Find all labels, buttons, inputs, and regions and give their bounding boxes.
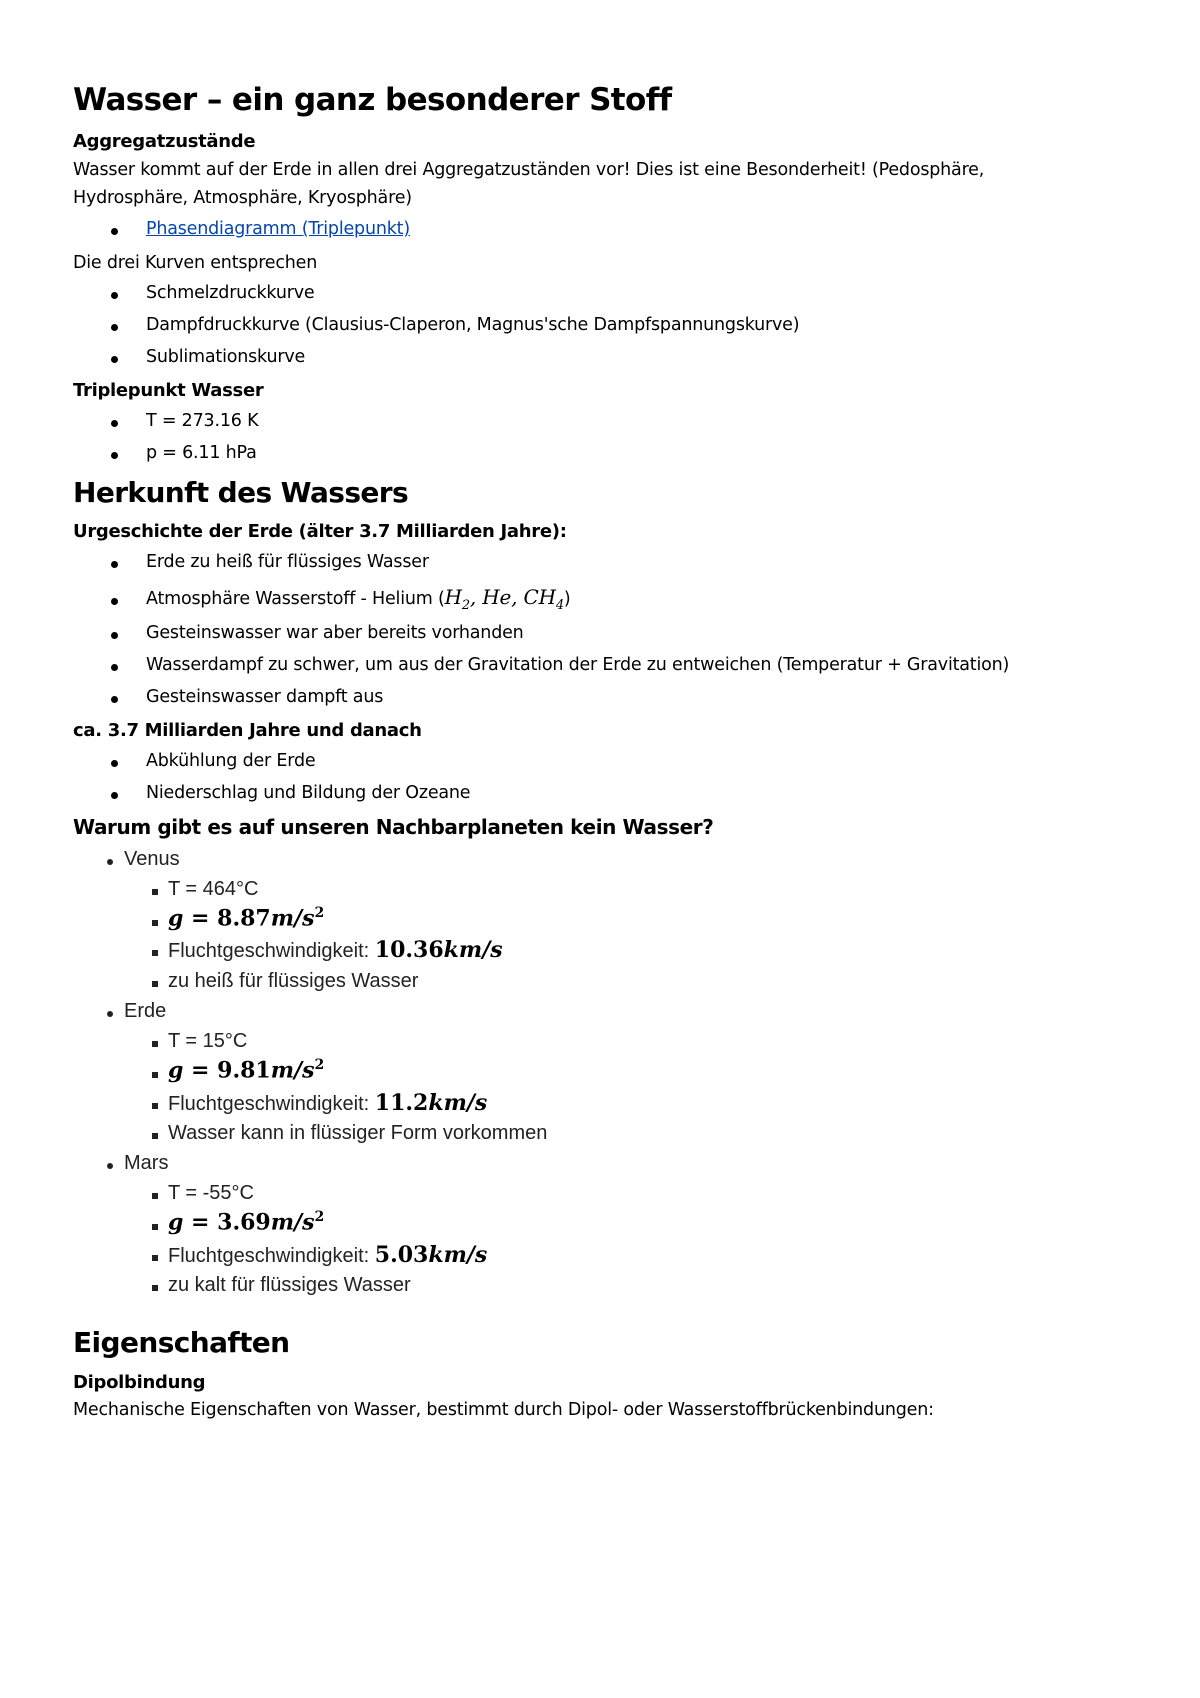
- planet-temp: T = 464°C: [168, 878, 259, 900]
- planet-gravity: $g = 9.81m/s^2$: [168, 1057, 325, 1084]
- bullet: [107, 1163, 113, 1169]
- bullet: [111, 632, 118, 639]
- planet-escape: Fluchtgeschwindigkeit: 5.03km/s: [168, 1242, 488, 1268]
- planets-heading: Warum gibt es auf unseren Nachbarplaneten kein Wasser?: [73, 815, 714, 839]
- bullet: [111, 598, 118, 605]
- planet-mars: Mars: [124, 1152, 169, 1174]
- square-bullet: [152, 981, 158, 987]
- bullet: [111, 452, 118, 459]
- bullet: [111, 356, 118, 363]
- planet-temp: T = -55°C: [168, 1182, 254, 1204]
- later-heading: ca. 3.7 Milliarden Jahre und danach: [73, 720, 422, 741]
- planet-venus: Venus: [124, 848, 180, 870]
- bullet: [111, 420, 118, 427]
- bullet: [111, 324, 118, 331]
- bullet: [111, 292, 118, 299]
- planet-gravity: $g = 8.87m/s^2$: [168, 905, 325, 932]
- bullet: [107, 859, 113, 865]
- bullet: [111, 664, 118, 671]
- bullet: [111, 696, 118, 703]
- section-heading-aggregat: Aggregatzustände: [73, 131, 256, 152]
- list-item: Abkühlung der Erde: [146, 751, 316, 771]
- bullet: [111, 760, 118, 767]
- bullet: [111, 561, 118, 568]
- list-item: Dampfdruckkurve (Clausius-Claperon, Magnus'sche Dampfspannungskurve): [146, 315, 800, 335]
- planet-note: zu kalt für flüssiges Wasser: [168, 1274, 411, 1296]
- list-item: T = 273.16 K: [146, 411, 259, 431]
- curves-intro: Die drei Kurven entsprechen: [73, 253, 318, 273]
- list-item: Gesteinswasser dampft aus: [146, 687, 384, 707]
- bullet: [107, 1011, 113, 1017]
- aggregat-paragraph: Wasser kommt auf der Erde in allen drei Aggregatzuständen vor! Dies ist eine Besonderheit! (Pedosphäre, Hydrosphäre, Atmosphäre, Kryosphäre): [73, 160, 985, 208]
- planet-note: Wasser kann in flüssiger Form vorkommen: [168, 1122, 548, 1144]
- list-item: Gesteinswasser war aber bereits vorhanden: [146, 623, 524, 643]
- list-item-formula: Atmosphäre Wasserstoff - Helium ($H_2$, He, $CH_4$): [146, 585, 571, 613]
- dipol-heading: Dipolbindung: [73, 1372, 206, 1393]
- square-bullet: [152, 1133, 158, 1139]
- planet-escape: Fluchtgeschwindigkeit: 11.2km/s: [168, 1090, 488, 1116]
- planet-note: zu heiß für flüssiges Wasser: [168, 970, 419, 992]
- square-bullet: [152, 1103, 158, 1109]
- square-bullet: [152, 1041, 158, 1047]
- list-item: Wasserdampf zu schwer, um aus der Gravitation der Erde zu entweichen (Temperatur + Gravitation): [146, 655, 1010, 675]
- square-bullet: [152, 889, 158, 895]
- eigenschaften-paragraph: Mechanische Eigenschaften von Wasser, bestimmt durch Dipol- oder Wasserstoffbrückenbindungen:: [73, 1400, 934, 1420]
- square-bullet: [152, 1224, 158, 1230]
- square-bullet: [152, 1193, 158, 1199]
- list-item: Schmelzdruckkurve: [146, 283, 315, 303]
- square-bullet: [152, 920, 158, 926]
- list-item: p = 6.11 hPa: [146, 443, 257, 463]
- planet-gravity: $g = 3.69m/s^2$: [168, 1209, 325, 1236]
- bullet: [111, 228, 118, 235]
- square-bullet: [152, 950, 158, 956]
- bullet: [111, 792, 118, 799]
- early-heading: Urgeschichte der Erde (älter 3.7 Milliarden Jahre):: [73, 521, 567, 542]
- planet-temp: T = 15°C: [168, 1030, 248, 1052]
- list-item: Erde zu heiß für flüssiges Wasser: [146, 552, 429, 572]
- phasendiagramm-link[interactable]: Phasendiagramm (Triplepunkt): [146, 219, 410, 239]
- square-bullet: [152, 1255, 158, 1261]
- square-bullet: [152, 1072, 158, 1078]
- planet-erde: Erde: [124, 1000, 167, 1022]
- page-title: Wasser – ein ganz besonderer Stoff: [73, 82, 672, 118]
- triple-heading: Triplepunkt Wasser: [73, 380, 264, 401]
- planet-escape: Fluchtgeschwindigkeit: 10.36km/s: [168, 937, 503, 963]
- section-heading-eigenschaften: Eigenschaften: [73, 1326, 290, 1359]
- square-bullet: [152, 1285, 158, 1291]
- list-item: Sublimationskurve: [146, 347, 306, 367]
- section-heading-herkunft: Herkunft des Wassers: [73, 476, 409, 509]
- list-item: Niederschlag und Bildung der Ozeane: [146, 783, 471, 803]
